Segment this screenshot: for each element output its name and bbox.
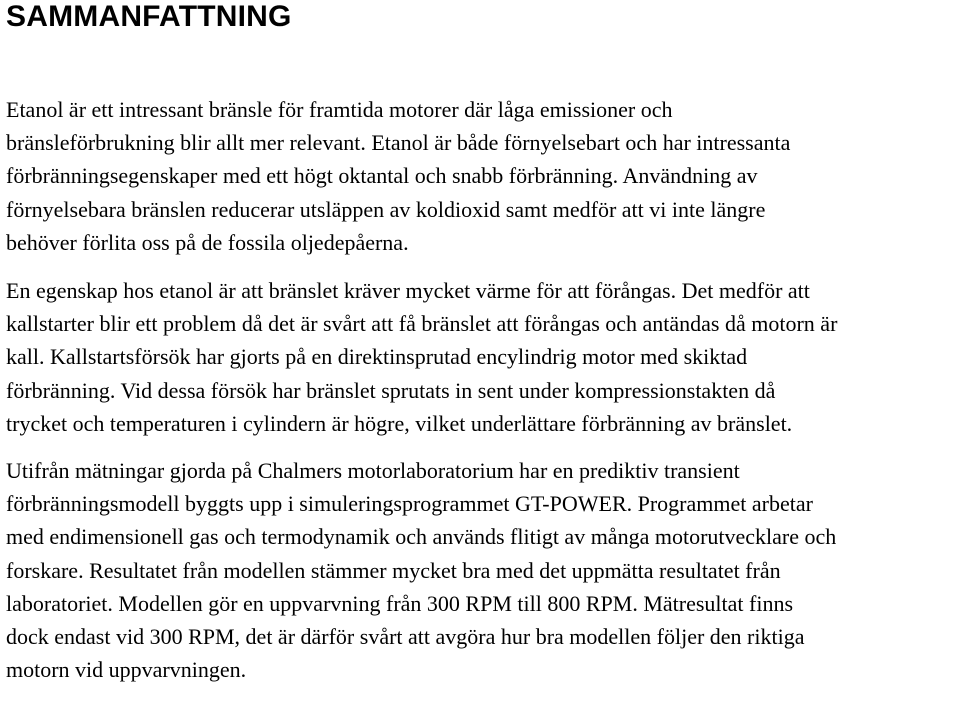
paragraph-line: dock endast vid 300 RPM, det är därför svårt att avgöra hur bra modellen följer den riktiga [6, 624, 805, 650]
paragraph-line: kall. Kallstartsförsök har gjorts på en direktinsprutad encylindrig motor med skiktad [6, 344, 748, 370]
paragraph-line: förbränningsegenskaper med ett högt oktantal och snabb förbränning. Användning av [6, 163, 758, 189]
section-heading: SAMMANFATTNING [6, 0, 292, 33]
paragraph-line: förnyelsebara bränslen reducerar utsläppen av koldioxid samt medför att vi inte längre [6, 196, 766, 222]
paragraph-line: forskare. Resultatet från modellen stämmer mycket bra med det uppmätta resultatet från [6, 557, 781, 583]
paragraph-line: laboratoriet. Modellen gör en uppvarvning från 300 RPM till 800 RPM. Mätresultat finns [6, 590, 794, 616]
paragraph-line: bränsleförbrukning blir allt mer relevant. Etanol är både förnyelsebart och har intressanta [6, 130, 791, 156]
paragraph-1 [6, 93, 956, 259]
paragraph-line: med endimensionell gas och termodynamik och används flitigt av många motorutvecklare och [6, 524, 837, 550]
paragraph-line: behöver förlita oss på de fossila oljedepåerna. [6, 229, 409, 255]
paragraph-line: Utifrån mätningar gjorda på Chalmers motorlaboratorium har en prediktiv transient [6, 458, 740, 484]
paragraph-line: Etanol är ett intressant bränsle för framtida motorer där låga emissioner och [6, 97, 673, 122]
paragraph-line: förbränning. Vid dessa försök har bränslet sprutats in sent under kompressionstakten då [6, 377, 776, 403]
paragraph-line: motorn vid uppvarvningen. [6, 657, 247, 683]
paragraph-line: En egenskap hos etanol är att bränslet kräver mycket värme för att förångas. Det medför att [6, 278, 810, 304]
paragraph-line: kallstarter blir ett problem då det är svårt att få bränslet att förångas och antändas då motorn är [6, 311, 838, 337]
paragraph-line: trycket och temperaturen i cylindern är högre, vilket underlättare förbränning av bränslet. [6, 410, 793, 436]
paragraph-3 [6, 454, 956, 686]
paragraph-2 [6, 274, 956, 440]
paragraph-line: förbränningsmodell byggts upp i simuleringsprogrammet GT-POWER. Programmet arbetar [6, 491, 813, 517]
